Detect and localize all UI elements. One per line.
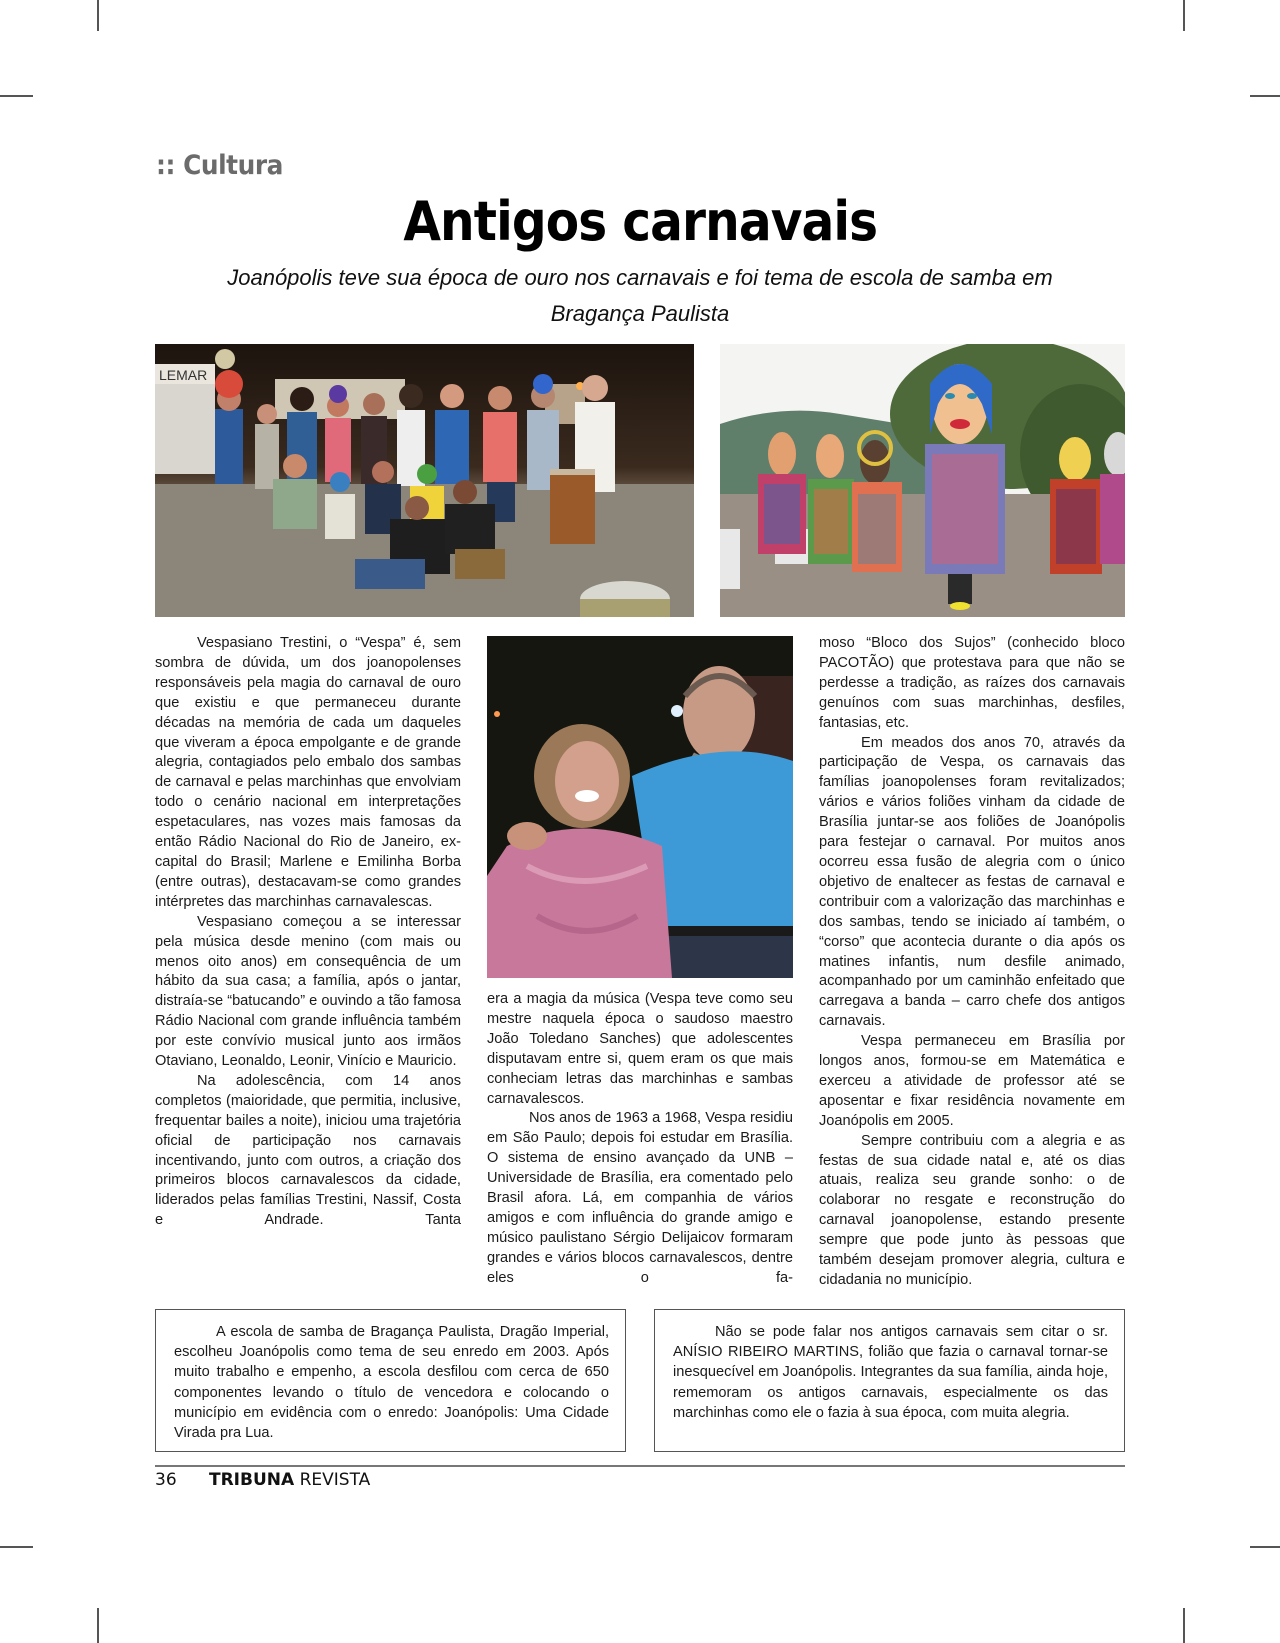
article-paragraph: Vespasiano começou a se interessar pela música desde menino (com mais ou menos oito anos) em consequência de um hábito da sua casa; a família, após o jantar, distraía-se “batucando” e ouvindo a tão famosa Rádio Nacional com grande influência também por este convívio musical junto aos irmãos Otaviano, Leonaldo, Leonir, Vinício e Mauricio. [155, 913, 461, 1070]
sidebar-box-text: Não se pode falar nos antigos carnavais sem citar o sr. ANÍSIO RIBEIRO MARTINS, folião que fazia o carnaval tornar-se inesquecível em Joanópolis. Integrantes da sua família, ainda hoje, rememoram os antigos carnavais, especialmente os das marchinhas como ele o fazia à sua época, com muita alegria. [673, 1324, 1108, 1421]
sidebar-box-escola-de-samba [155, 1309, 626, 1452]
headline [0, 190, 1280, 253]
article-paragraph: Sempre contribuiu com a alegria e as festas de sua cidade natal e, até os dias atuais, realiza seu grande sonho: o de colaborar no resgate e reconstrução do carnaval joanopolense, estando presente sempre que pode junto às pessoas que também desejam promover alegria, cultura e cidadania no município. [819, 1132, 1125, 1288]
crop-mark-bottom-left-vertical [97, 1608, 99, 1643]
crop-mark-bottom-right-horizontal [1250, 1546, 1280, 1548]
deck-subtitle: Joanópolis teve sua época de ouro nos carnavais e foi tema de escola de samba em Bragança Paulista [227, 265, 1053, 326]
headline-text: Antigos carnavais [403, 190, 877, 253]
crop-mark-top-left-vertical [97, 0, 99, 31]
crop-mark-top-right-horizontal [1250, 95, 1280, 97]
giant-puppets-parade-photo [720, 344, 1125, 617]
crop-mark-top-right-vertical [1183, 0, 1185, 31]
couple-portrait-photo [487, 636, 793, 978]
crop-mark-top-left-horizontal [0, 95, 33, 97]
article-paragraph: Na adolescência, com 14 anos completos (maioridade, que permitia, inclusive, frequentar bailes a noite), iniciou uma trajetória oficial de participação nos carnavais incentivando, junto com outros, a criação dos primeiros blocos carnavalescos da cidade, liderados pelas famílias Trestini, Nassif, Costa e Andrade. Tanta [155, 1072, 461, 1229]
article-paragraph: Vespa permaneceu em Brasília por longos anos, formou-se em Matemática e exerceu a atividade de professor até se aposentar e fixar residência novamente em Joanópolis em 2005. [819, 1033, 1125, 1129]
article-paragraph: Vespasiano Trestini, o “Vespa” é, sem sombra de dúvida, um dos joanopolenses responsáveis pela magia do carnaval de ouro que existiu e que permaneceu durante décadas na memória de cada um daqueles que viveram a época empolgante e de grande alegria, contagiados pelo embalo dos sambas de carnaval e pelas marchinhas que envolviam todo o cenário nacional em interpretações espetaculares, nas vozes mais famosas da então Rádio Nacional do Rio de Janeiro, ex-capital do Brasil; Marlene e Emilinha Borba (entre outras), destacavam-se como grandes intérpretes das marchinhas carnavalescas. [155, 635, 461, 910]
article-column-1 [155, 634, 461, 1231]
sidebar-box-anisio-ribeiro-martins [654, 1309, 1125, 1452]
publication-name-rest: REVISTA [294, 1470, 371, 1490]
page-footer [155, 1470, 370, 1490]
sidebar-box-text: A escola de samba de Bragança Paulista, Dragão Imperial, escolheu Joanópolis como tema de seu enredo em 2003. Após muito trabalho e empenho, a escola desfilou com cerca de 650 componentes levando o título de vencedora e colocando o município em evidência com o enredo: Joanópolis: Uma Cidade Virada pra Lua. [174, 1324, 609, 1442]
page-number: 36 [155, 1470, 177, 1490]
article-paragraph: Nos anos de 1963 a 1968, Vespa residiu em São Paulo; depois foi estudar em Brasília. O sistema de ensino avançado da UNB – Universidade de Brasília, era comentado pelo Brasil afora. Lá, em companhia de vários amigos e com influência do grande amigo e músico paulistano Sérgio Delijaicov formaram grandes e vários blocos carnavalescos, dentre eles o fa- [487, 1110, 793, 1286]
publication-name-bold: TRIBUNA [209, 1470, 295, 1490]
crop-mark-bottom-right-vertical [1183, 1608, 1185, 1643]
article-column-2 [487, 990, 793, 1289]
article-paragraph: era a magia da música (Vespa teve como seu mestre naquela época o saudoso maestro João Toledano Sanches) que adolescentes disputavam entre si, quem eram os que mais conheciam letras das marchinhas e sambas carnavalescos. [487, 991, 793, 1107]
group-of-revelers-photo [155, 344, 694, 617]
article-paragraph: moso “Bloco dos Sujos” (conhecido bloco PACOTÃO) que protestava para que não se perdesse a tradição, as raízes dos carnavais genuínos com suas marchinhas, desfiles, fantasias, etc. [819, 635, 1125, 731]
section-label: :: Cultura [156, 150, 283, 181]
article-paragraph: Em meados dos anos 70, através da participação de Vespa, os carnavais das famílias joanopolenses foram revitalizados; vários e vários foliões vinham da cidade de Brasília juntar-se aos foliões de Joanópolis para festejar o carnaval. Por muitos anos ocorreu essa fusão de alegria com o único objetivo de enaltecer as festas de carnaval e contribuir com a valorização das marchinhas e dos sambas, tendo se iniciado aí também, o “corso” que acontecia durante o dia após os matines infantis, num desfile animado, acompanhado por um caminhão enfeitado que carregava a banda – carro chefe dos antigos carnavais. [819, 734, 1125, 1030]
article-column-3 [819, 634, 1125, 1291]
footer-rule [155, 1465, 1125, 1467]
shop-sign-text: LEMAR [159, 367, 208, 383]
crop-mark-bottom-left-horizontal [0, 1546, 33, 1548]
